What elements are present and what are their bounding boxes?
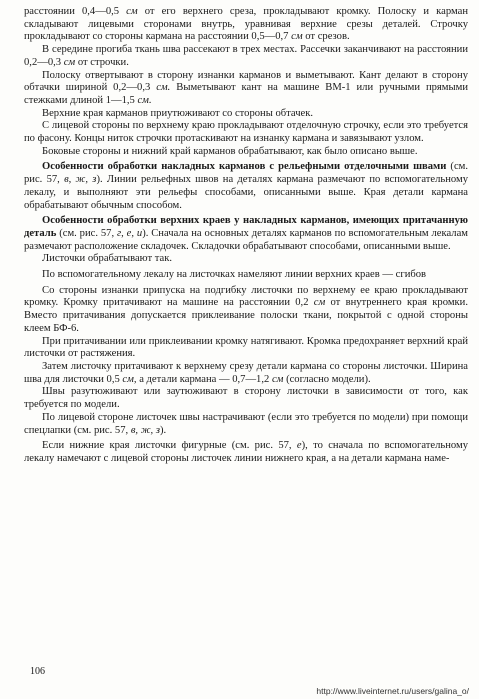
bold-heading: Особенности обработки верхних краев у накладных карманов, имеющих притачанную деталь bbox=[24, 215, 468, 239]
text-run: расстоянии 0,4—0,5 bbox=[24, 6, 127, 17]
text-run: ), то сначала по вспомогательному лекалу намечают с лицевой стороны листочек линии нижнего края, а на детали кармана наме- bbox=[24, 440, 468, 464]
paragraph-p14 bbox=[24, 386, 468, 411]
text-run: ). bbox=[160, 424, 167, 436]
text-run: Швы разутюживают или заутюживают в сторону листочки в зависимости от того, как требуется по модели. bbox=[24, 386, 468, 411]
paragraph-p3 bbox=[24, 70, 468, 108]
paragraph-p13 bbox=[24, 361, 468, 386]
text-run: Выметывают кант на машине ВМ-1 или ручными прямыми стежками длиной 1—1,5 bbox=[24, 82, 469, 106]
text-run: ). Сначала на основных деталях карманов по вспомогательным лекалам размечают расположение складочек. Складочки обрабатывают способами, описанными выше. bbox=[24, 227, 468, 252]
paragraph-p10 bbox=[24, 269, 468, 282]
text-run: Верхние края карманов приутюживают со стороны обтачек. bbox=[42, 107, 314, 119]
text-run: (см. рис. 57, bbox=[24, 161, 469, 186]
paragraph-p8 bbox=[24, 215, 468, 253]
paragraph-p15 bbox=[24, 412, 468, 437]
text-run: от срезов. bbox=[302, 31, 350, 43]
italic-term: см bbox=[63, 56, 76, 68]
italic-term: см. bbox=[137, 94, 152, 106]
italic-term: см, bbox=[122, 373, 137, 385]
paragraph-p6 bbox=[24, 146, 468, 159]
paragraph-p9 bbox=[24, 253, 468, 266]
text-run: (см. рис. 57, bbox=[56, 227, 117, 239]
text-run: Боковые стороны и нижний край карманов обрабатывают, как было описано выше. bbox=[42, 145, 418, 157]
source-watermark: http://www.liveinternet.ru/users/galina_o/ bbox=[316, 686, 469, 696]
text-run: В середине прогиба ткань шва рассекают в трех местах. Рассечки заканчивают на расстоянии 0,2—0,3 bbox=[24, 44, 468, 68]
text-run: Листочки обрабатывают так. bbox=[42, 253, 172, 265]
italic-term: е bbox=[296, 440, 302, 452]
text-run: (согласно модели). bbox=[283, 373, 371, 385]
text-run: ). Линии рельефных швов на деталях кармана размечают по вспомогательному лекалу, и выполняют эти рельефы способами, описанными выше. Края детали кармана обрабатывают обычным способом. bbox=[24, 174, 468, 211]
paragraph-p7 bbox=[24, 161, 468, 212]
italic-term: см bbox=[271, 373, 284, 385]
bold-heading: Особенности обработки накладных карманов с рельефными отделочными швами bbox=[42, 161, 447, 173]
italic-term: г, е, и bbox=[117, 227, 143, 239]
text-column bbox=[24, 6, 468, 466]
italic-term: в, ж, з bbox=[64, 174, 97, 186]
italic-term: см bbox=[313, 297, 326, 309]
text-run: По вспомогательному лекалу на листочках намеляют линии верхних краев — сгибов bbox=[42, 269, 427, 281]
paragraph-p5 bbox=[24, 120, 468, 145]
text-run: от строчки. bbox=[75, 56, 129, 68]
italic-term: в, ж, з bbox=[130, 424, 160, 436]
paragraph-p1 bbox=[24, 6, 468, 44]
paragraph-p11 bbox=[24, 285, 468, 336]
paragraph-p12 bbox=[24, 336, 468, 361]
text-run: Полоску отвертывают в сторону изнанки карманов и выметывают. Кант делают в сторону обтачки шириной 0,2—0,3 bbox=[24, 69, 468, 94]
text-run: С лицевой стороны по верхнему краю прокладывают отделочную строчку, если это требуется по фасону. Концы ниток строчки протаскивают на изнанку кармана и завязывают узлом. bbox=[24, 120, 468, 145]
italic-term: см bbox=[126, 6, 138, 17]
text-run: Со стороны изнанки припуска на подгибку листочки по верхнему ее краю прокладывают кромку. Кромку притачивают на машине на расстоянии 0,2 bbox=[24, 284, 468, 309]
text-run: По лицевой стороне листочек швы настрачивают (если это требуется по модели) при помощи спецлапки (см. рис. 57, bbox=[24, 411, 468, 436]
italic-term: см. bbox=[156, 82, 171, 94]
text-run: Если нижние края листочки фигурные (см. рис. 57, bbox=[42, 440, 297, 452]
text-run: При притачивании или приклеивании кромку натягивают. Кромка предохраняет верхний край листочки от растяжения. bbox=[24, 335, 468, 360]
paragraph-p4 bbox=[24, 108, 468, 121]
text-run: от внутреннего края кромки. Вместо притачивания допускается приклеивание полоски ткани, покрытой с одной стороны клеем БФ-6. bbox=[24, 297, 468, 334]
text-run: от его верхнего среза, прокладывают кромку. Полоску и карман складывают лицевыми сторонами внутрь, уравнивая верхние срезы деталей. Строчку прокладывают со стороны кармана на расстоянии 0,5—0,7 bbox=[24, 6, 468, 43]
paragraph-p2 bbox=[24, 44, 468, 69]
text-run: а детали кармана — 0,7—1,2 bbox=[136, 373, 272, 385]
paragraph-p16 bbox=[24, 440, 468, 465]
text-run: Затем листочку притачивают к верхнему срезу детали кармана со стороны листочки. Ширина шва для листочки 0,5 bbox=[24, 360, 468, 385]
page-number: 106 bbox=[30, 666, 45, 677]
italic-term: см bbox=[291, 31, 303, 43]
